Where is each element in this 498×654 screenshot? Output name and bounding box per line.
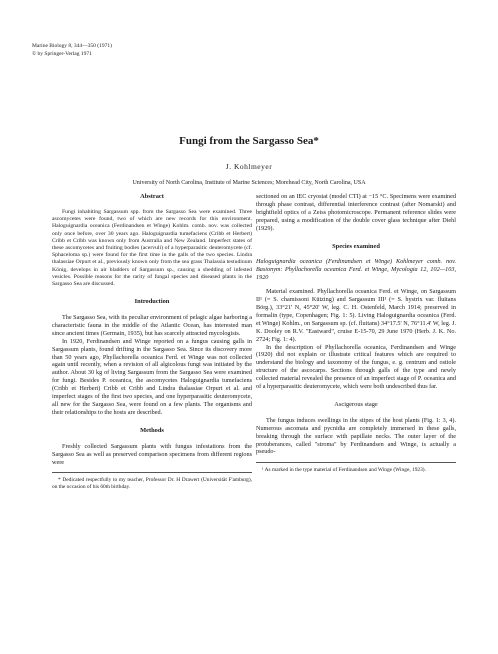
right-column [256, 183, 456, 474]
footnote-rule [52, 472, 252, 473]
methods-continuation: sectioned on an IEC cryostat (model CTI) at −15 °C. Specimens were examined through phase contrast, differential interference contrast (after Nomarski) and brightfield optics of a Zeiss photomicroscope. Permanent reference slides were prepared, using a modification of the double cover glass technique after Diehl (1929). [256, 193, 456, 232]
species-examined-heading: Species examined [332, 242, 380, 250]
introduction-heading: Introduction [134, 298, 170, 306]
author-affiliation: University of North Carolina, Institute of Marine Sciences; Morehead City, North Carolina, USA [132, 180, 366, 186]
species-name-block: Haloguignardia oceanica (Ferdinandsen et Winge) Kohlmeyer comb. nov. Basionym: Phyllachorella oceanica Ferd. et Winge, Mycologia 12, 102—103, 1920 [256, 258, 456, 282]
journal-citation [32, 42, 112, 58]
ascigerous-stage-text: The fungus induces swellings in the stipes of the host plants (Fig. 1: 3, 4). Numerous ascomata and pycnidia are completely immersed in these galls, breaking through the surface with papillate necks. The outer layer of the protuberances, called "stroma" by Ferdinandsen and Winge, is actually a pseudo- [256, 416, 456, 456]
paper-title: Fungi from the Sargasso Sea* [179, 135, 319, 147]
paper-author: J. Kohlmeyer [225, 162, 273, 171]
species-description: In the description of Phyllachorella oceanica, Ferdinandsen and Winge (1920) did not explain or illustrate critical features which are required to understand the biology and taxonomy of the fungus, e. g. centrum and ostiole structure of the ascocarps. Sections through galls of the type and newly collected material revealed the presence of an imperfect stage of P. oceanica and of a hyperparasitic deuteromycete, which were both undescribed thus far. [256, 343, 456, 391]
methods-paragraph-1: Freshly collected Sargassum plants with fungus infestations from the Sargasso Sea as well as preserved comparison specimens from different regions were [52, 442, 252, 466]
abstract-text: Fungi inhabiting Sargassum spp. from the Sargasso Sea were examined. Three ascomycetes were found, two of which are new records for this environment. Haloguignardia oceanica (Ferdinandsen et Winge) Kohlm. comb. nov. was collected only once before, over 30 years ago. Haloguignardia tumefaciens (Cribb et Herbert) Cribb et Cribb was known only from Australia and New Zealand. Imperfect states of these ascomycetes and fruiting bodies (acervuli) of a hyperparasitic deuteromycete (cf. Sphaceloma sp.) were found for the first time in the galls of the two species. Lindra thalassiae Orpurt et al., previously known only from the sea grass Thalassia testudinum König, develops in air bladders of Sargassum sp., causing a shedding of infested vesicles. Possible reasons for the rarity of fungal species and diseased plants in the Sargasso Sea are discussed. [52, 208, 252, 287]
ascigerous-stage-heading: Ascigerous stage [334, 400, 378, 408]
material-examined: Material examined. Phyllachorella oceanica Ferd. et Winge, on Sargassum II¹ (= S. chamissoni Kützing) and Sargassum III¹ (= S. hystrix var. fluitans Börg.), 33°21' N, 45°20' W, leg. C. H. Ostenfeld, March 1914; preserved in formalin (type, Copenhagen; Fig. 1: 5). Living Haloguignardia oceanica (Ferd. et Winge) Kohlm., on Sargassum sp. (cf. fluitans) 34°17.5' N, 76°11.4' W, leg. J. K. Dooley on R.V. "Eastward", cruise E-15-70, 29 June 1970 (Herb. J. K. No. 2724; Fig. 1: 4). [256, 288, 456, 343]
introduction-paragraph-2: In 1920, Ferdinandsen and Winge reported on a fungus causing galls in Sargassum plants, found drifting in the Sargasso Sea. Since its discovery more than 50 years ago, Phyllachorella oceanica Ferd. et Winge was not collected again until recently, when a revision of all algicolous fungi was initiated by the author. About 30 kg of living Sargassum from the Sargasso Sea were examined for fungi. Besides P. oceanica, the ascomycetes Haloguignardia tumefaciens (Cribb et Herbert) Cribb et Cribb and Lindra thalassiae Orpurt et al. and imperfect stages of the first two species, and one hyperparasitic deuteromycete, all new for the Sargasso Sea, were found on a few plants. The organisms and their relationships to the hosts are described. [52, 337, 252, 416]
copyright-line: © by Springer-Verlag 1971 [32, 51, 92, 57]
footnote-rule-right [256, 462, 456, 463]
journal-volume-line: Marine Biology 8, 344—350 (1971) [32, 43, 112, 49]
abstract-heading: Abstract [140, 193, 164, 200]
left-column [52, 183, 252, 491]
type-material-footnote: ¹ As marked in the type material of Ferdinandsen and Winge (Winge, 1923). [262, 467, 426, 474]
methods-heading: Methods [140, 426, 164, 434]
introduction-paragraph-1: The Sargasso Sea, with its peculiar environment of pelagic algae harboring a characteristic fauna in the middle of the Atlantic Ocean, has interested man since ancient times (Germain, 1935), but has scarcely attracted mycologists. [52, 314, 252, 337]
dedication-footnote: * Dedicated respectfully to my teacher, Professor Dr. H Drawert (Universität F'amburg), on the occasion of his 60th birthday. [52, 477, 252, 491]
